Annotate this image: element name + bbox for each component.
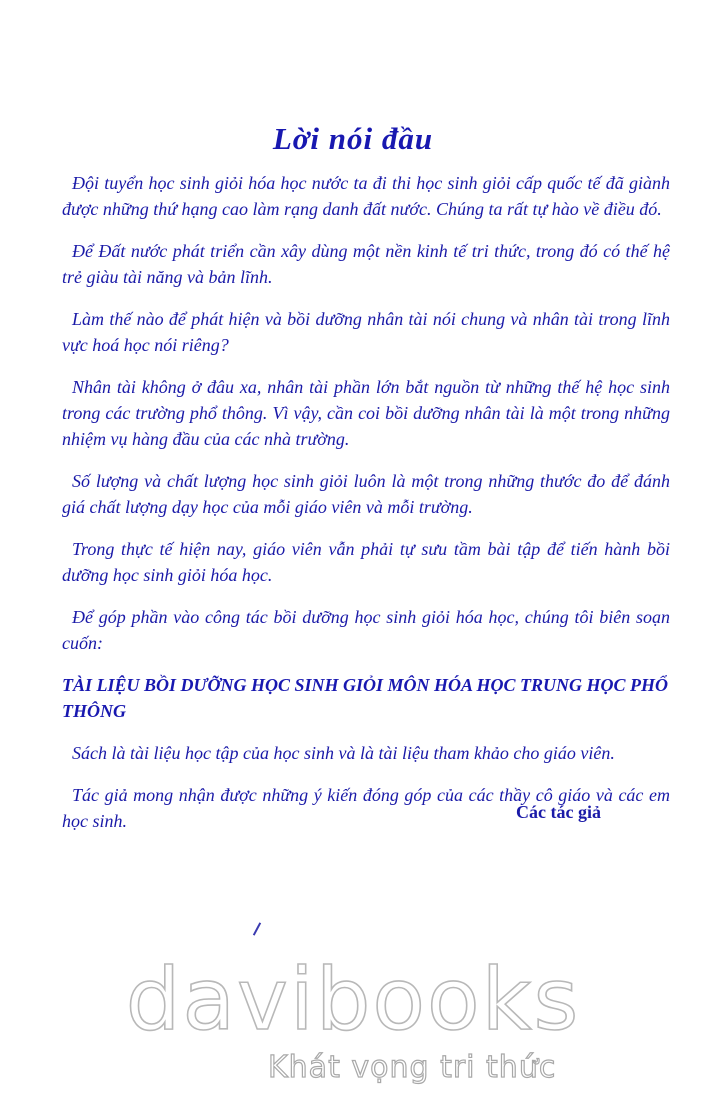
watermark-tagline: Khát vọng tri thức: [268, 1050, 557, 1085]
paragraph: Nhân tài không ở đâu xa, nhân tài phần lớn bắt nguồn từ những thế hệ học sinh trong các trường phổ thông. Vì vậy, cần coi bồi dưỡng nhân tài là một trong những nhiệm vụ hàng đầu của các nhà trường.: [62, 377, 670, 449]
paragraph: Số lượng và chất lượng học sinh giỏi luôn là một trong những thước đo để đánh giá chất lượng dạy học của mỗi giáo viên và mỗi trường.: [62, 471, 670, 517]
watermark-brand: davibooks: [125, 950, 581, 1050]
paragraph: Đội tuyển học sinh giỏi hóa học nước ta đi thi học sinh giỏi cấp quốc tế đã giành được những thứ hạng cao làm rạng danh đất nước. Chúng ta rất tự hào về điều đó.: [62, 173, 670, 219]
page-title: Lời nói đầu: [272, 120, 434, 156]
signature: Các tác giả: [516, 802, 601, 822]
paragraph: Tác giả mong nhận được những ý kiến đóng góp của các thầy cô giáo và các em học sinh.: [62, 785, 670, 831]
book-title: TÀI LIỆU BỒI DƯỠNG HỌC SINH GIỎI MÔN HÓA HỌC TRUNG HỌC PHỔ THÔNG: [62, 675, 669, 721]
paragraph: Để Đất nước phát triển cần xây dùng một nền kinh tế tri thức, trong đó có thế hệ trẻ giàu tài năng và bản lĩnh.: [62, 241, 670, 287]
paragraph: Để góp phần vào công tác bồi dưỡng học sinh giỏi hóa học, chúng tôi biên soạn cuốn:: [62, 607, 670, 653]
document-body: [62, 170, 670, 850]
paragraph: Làm thế nào để phát hiện và bồi dưỡng nhân tài nói chung và nhân tài trong lĩnh vực hoá học nói riêng?: [62, 309, 670, 355]
scan-mark: [253, 922, 261, 935]
paragraph: Sách là tài liệu học tập của học sinh và là tài liệu tham khảo cho giáo viên.: [72, 743, 615, 763]
paragraph: Trong thực tế hiện nay, giáo viên vẫn phải tự sưu tầm bài tập để tiến hành bồi dưỡng học sinh giỏi hóa học.: [62, 539, 670, 585]
